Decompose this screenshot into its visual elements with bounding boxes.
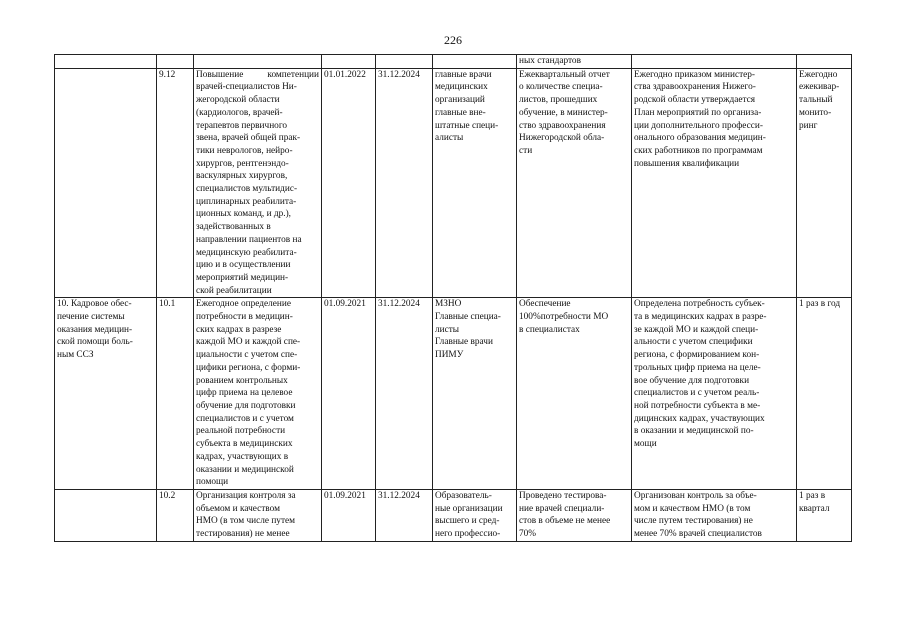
characteristic-cell bbox=[632, 489, 797, 541]
responsible-cell bbox=[433, 298, 517, 490]
task-cell bbox=[55, 68, 157, 298]
start-date-cell bbox=[322, 298, 376, 490]
end-date-cell bbox=[376, 298, 433, 490]
task-cell bbox=[55, 55, 157, 69]
result-text: Ежеквартальный отчет о количестве специа- листов, прошедших обучение, в министер- ство здравоохранения Нижегородской обла- сти bbox=[519, 69, 610, 156]
result-text: Проведено тестирова- ние врачей специали- стов в объеме не менее 70% bbox=[519, 490, 611, 540]
table-row bbox=[55, 298, 852, 490]
start-date-cell bbox=[322, 68, 376, 298]
table-row bbox=[55, 68, 852, 298]
number-cell bbox=[157, 489, 194, 541]
end-date: 31.12.2024 bbox=[378, 299, 420, 310]
start-date-cell bbox=[322, 55, 376, 69]
activity-cell bbox=[194, 55, 322, 69]
end-date: 31.12.2024 bbox=[378, 490, 420, 501]
responsible-text: Образователь- ные организации высшего и сред- него профессио- bbox=[435, 490, 503, 540]
activity-cell bbox=[194, 489, 322, 541]
number-cell bbox=[157, 55, 194, 69]
responsible-cell bbox=[433, 68, 517, 298]
result-text: ных стандартов bbox=[519, 56, 581, 66]
item-number: 10.2 bbox=[159, 490, 176, 501]
start-date: 01.09.2021 bbox=[324, 299, 366, 310]
activity-text: Повышение компетенции врачей-специалистов Ни- жегородской области (кардиологов, врачей- терапевтов первичного звена, врачей общей прак- тики неврологов, нейро- хирургов, рентгенэндо- васкулярных хирургов, специалистов мультидис- циплинарных реабилита- ционных команд, и др.), задействованных в направлении пациентов на медицинскую реабилита- цию и в осуществлении мероприятий медицин- ской реабилитации bbox=[196, 69, 319, 296]
result-cell bbox=[517, 68, 632, 298]
task-cell bbox=[55, 489, 157, 541]
activity-cell bbox=[194, 298, 322, 490]
frequency-cell bbox=[797, 489, 852, 541]
characteristic-cell bbox=[632, 298, 797, 490]
responsible-text: МЗНО Главные специа- листы Главные врачи ПИМУ bbox=[435, 299, 501, 361]
characteristic-cell bbox=[632, 68, 797, 298]
activity-text: Организация контроля за объемом и качеством НМО (в том числе путем тестирования) не менее bbox=[196, 490, 296, 540]
frequency-text: 1 раз в год bbox=[799, 299, 841, 310]
activity-text: Ежегодное определение потребности в медицин- ских кадрах в разрезе каждой МО и каждой спе- циальности с учетом спе- цифики региона, с форми- рованием контрольных цифр приема на целевое обучение для подготовки специалистов и с учетом реальной потребности субъекта в медицинских кадрах, участвующих в оказании и медицинской помощи bbox=[196, 299, 301, 488]
characteristic-text: Определена потребность субъек- та в медицинских кадрах в разре- зе каждой МО и каждой специ- альности с учетом специфики региона, с формированием кон- трольных цифр приема на целе- вое обучение для подготовки специалистов и с учетом реаль- ной потребности субъекта в ме- дицинских кадрах, участвующих в оказании и медицинской по- мощи bbox=[634, 299, 767, 450]
item-number: 10.1 bbox=[159, 299, 176, 310]
task-text: 10. Кадровое обес- печение системы оказания медицин- ской помощи боль- ным ССЗ bbox=[57, 299, 133, 361]
start-date-cell bbox=[322, 489, 376, 541]
characteristic-cell bbox=[632, 55, 797, 69]
result-cell bbox=[517, 55, 632, 69]
frequency-text: Ежегодно ежекивар- тальный монито- ринг bbox=[799, 69, 840, 131]
action-plan-table bbox=[54, 54, 852, 542]
result-cell bbox=[517, 489, 632, 541]
frequency-text: 1 раз в квартал bbox=[799, 490, 830, 514]
start-date: 01.01.2022 bbox=[324, 69, 366, 80]
frequency-cell bbox=[797, 68, 852, 298]
responsible-cell bbox=[433, 55, 517, 69]
task-cell bbox=[55, 298, 157, 490]
item-number: 9.12 bbox=[159, 69, 176, 80]
frequency-cell bbox=[797, 298, 852, 490]
table-row bbox=[55, 489, 852, 541]
page-number: 226 bbox=[444, 33, 462, 47]
number-cell bbox=[157, 68, 194, 298]
frequency-cell bbox=[797, 55, 852, 69]
start-date: 01.09.2021 bbox=[324, 490, 366, 501]
end-date-cell bbox=[376, 489, 433, 541]
table-row-continuation bbox=[55, 55, 852, 69]
responsible-cell bbox=[433, 489, 517, 541]
result-text: Обеспечение 100%потребности МО в специалистах bbox=[519, 299, 609, 335]
end-date-cell bbox=[376, 55, 433, 69]
end-date: 31.12.2024 bbox=[378, 69, 420, 80]
responsible-text: главные врачи медицинских организаций главные вне- штатные специ- алисты bbox=[435, 69, 499, 144]
characteristic-text: Ежегодно приказом министер- ства здравоохранения Нижего- родской области утверждается План мероприятий по организа- ции дополнительного професси- онального образования медицин- ских работников по программам повышения квалификации bbox=[634, 69, 766, 169]
number-cell bbox=[157, 298, 194, 490]
activity-cell bbox=[194, 68, 322, 298]
result-cell bbox=[517, 298, 632, 490]
characteristic-text: Организован контроль за объе- мом и качеством НМО (в том числе путем тестирования) не менее 70% врачей специалистов bbox=[634, 490, 762, 540]
end-date-cell bbox=[376, 68, 433, 298]
